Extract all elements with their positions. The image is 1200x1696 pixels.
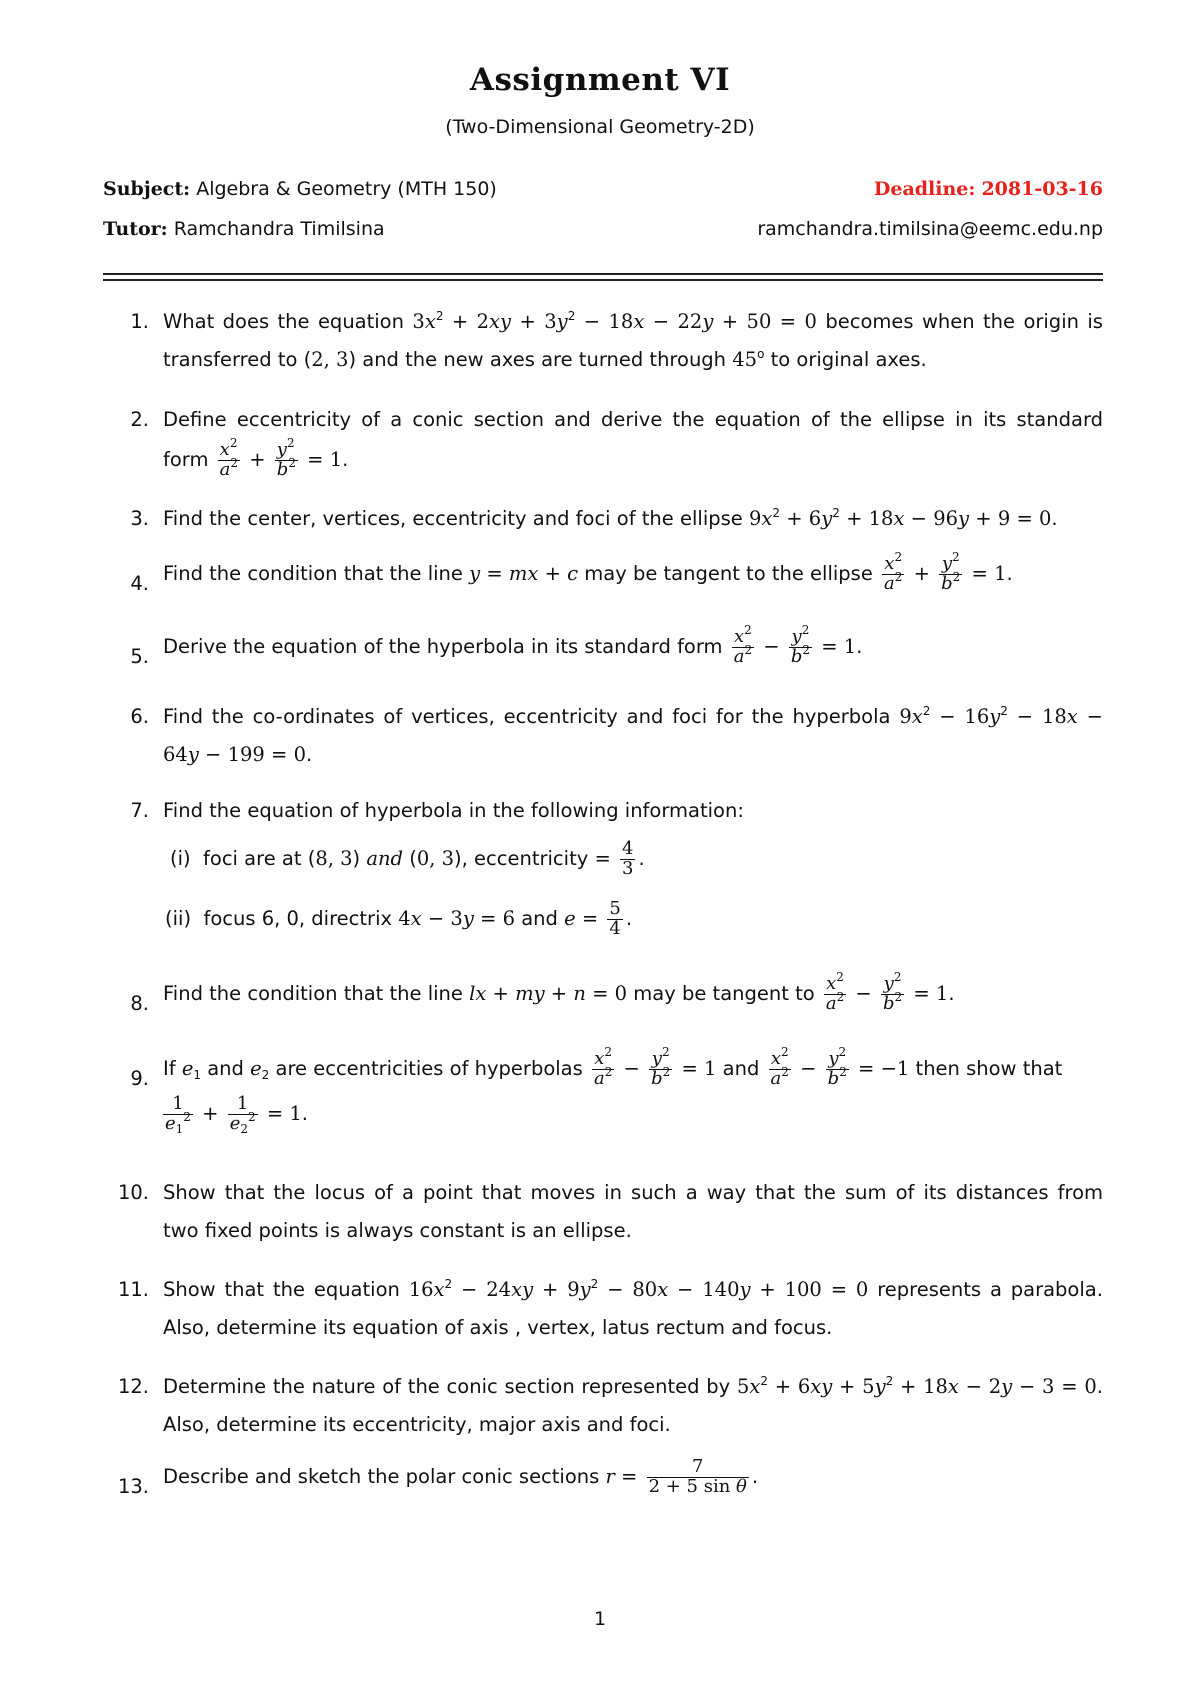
question-number: 5.	[130, 645, 149, 668]
question-text: Find the equation of hyperbola in the following information:	[163, 799, 744, 822]
question-text: Find the co-ordinates of vertices, eccentricity and foci for the hyperbola $9x^2 - 16y^2 - 18x$ − 64y − 199 = 0.	[163, 704, 1103, 766]
question-7-sub-i: (i) foci are at (8, 3) and (0, 3), eccentricity = $\frac{4}{3}$ .	[170, 838, 645, 879]
page-number: 1	[593, 1608, 607, 1630]
question-text: If $e_1$ and $e_2$ are eccentricities of hyperbolas $\frac{x^2}{a^2}$ − $\frac{y^2}{b^2}$ = 1 and $\frac{x^2}{a^2}$ − $\frac{y^2}{b^2}$ = −1 then show that $\frac{1}{e_1^2}$ + $\frac{1}{e_2^2}$ = 1.	[163, 1045, 1063, 1136]
question-text: Find the condition that the line lx + my + n = 0 may be tangent to $\frac{x^2}{a^2}$ − $\frac{y^2}{b^2}$ = 1.	[163, 970, 955, 1014]
tutor-label: Tutor:	[103, 218, 168, 240]
question-7-sub-ii: (ii) focus 6, 0, directrix 4x − 3y = 6 and e = $\frac{5}{4}$ .	[165, 898, 633, 939]
divider-top	[103, 273, 1103, 275]
question-text: Show that the locus of a point that moves in such a way that the sum of its distances from two fixed points is always constant is an ellipse.	[163, 1181, 1103, 1242]
question-text: Find the condition that the line y = mx + c may be tangent to the ellipse $\frac{x^2}{a^2}$ + $\frac{y^2}{b^2}$ = 1.	[163, 550, 1013, 594]
question-number: 12.	[117, 1375, 149, 1398]
question-number: 4.	[130, 572, 149, 595]
question-number: 10.	[117, 1181, 149, 1204]
page-subtitle: (Two-Dimensional Geometry-2D)	[445, 116, 755, 138]
question-text: Find the center, vertices, eccentricity and foci of the ellipse $9x^2 + 6y^2 + 18x - 96y + 9 = 0$.	[163, 506, 1058, 530]
question-text: What does the equation $3x^2 + 2xy + 3y^2 - 18x - 22y + 50 = 0$ becomes when the origin is transferred to (2, 3) and the new axes are turned through 45$^o$ to original axes.	[163, 309, 1103, 371]
question-number: 6.	[130, 705, 149, 728]
page-title: Assignment VI	[469, 62, 731, 98]
question-number: 2.	[130, 408, 149, 431]
question-number: 8.	[130, 992, 149, 1015]
question-text: Describe and sketch the polar conic sections r = $\frac{7}{\text{2 + 5 sin θ}}$ .	[163, 1456, 759, 1497]
deadline-label: Deadline:	[873, 178, 976, 200]
question-text: Show that the equation $16x^2 - 24xy + 9y^2 - 80x - 140y + 100 = 0$ represents a parabola. Also, determine its equation of axis , vertex, latus rectum and focus.	[163, 1277, 1103, 1339]
question-number: 9.	[130, 1067, 149, 1090]
question-text: Determine the nature of the conic section represented by $5x^2 + 6xy + 5y^2 + 18x - 2y - 3 = 0$. Also, determine its eccentricity, major axis and foci.	[163, 1374, 1103, 1436]
question-text: Derive the equation of the hyperbola in its standard form $\frac{x^2}{a^2}$ − $\frac{y^2}{b^2}$ = 1.	[163, 623, 863, 667]
question-number: 1.	[130, 310, 149, 333]
deadline-value: 2081-03-16	[981, 178, 1103, 200]
question-number: 3.	[130, 507, 149, 530]
subject-label: Subject:	[103, 178, 191, 200]
question-number: 11.	[117, 1278, 149, 1301]
sub-number: (i)	[170, 846, 191, 870]
question-number: 13.	[117, 1475, 149, 1498]
tutor-value: Ramchandra Timilsina	[173, 218, 385, 240]
sub-number: (ii)	[165, 906, 192, 930]
tutor-email: ramchandra.timilsina@eemc.edu.np	[757, 218, 1103, 240]
divider-bottom	[103, 279, 1103, 281]
subject-value: Algebra & Geometry (MTH 150)	[196, 178, 497, 200]
question-text: Define eccentricity of a conic section and derive the equation of the ellipse in its standard form $\frac{x^2}{a^2}$ + $\frac{y^2}{b^2}$ = 1.	[163, 408, 1103, 480]
question-number: 7.	[130, 799, 149, 822]
